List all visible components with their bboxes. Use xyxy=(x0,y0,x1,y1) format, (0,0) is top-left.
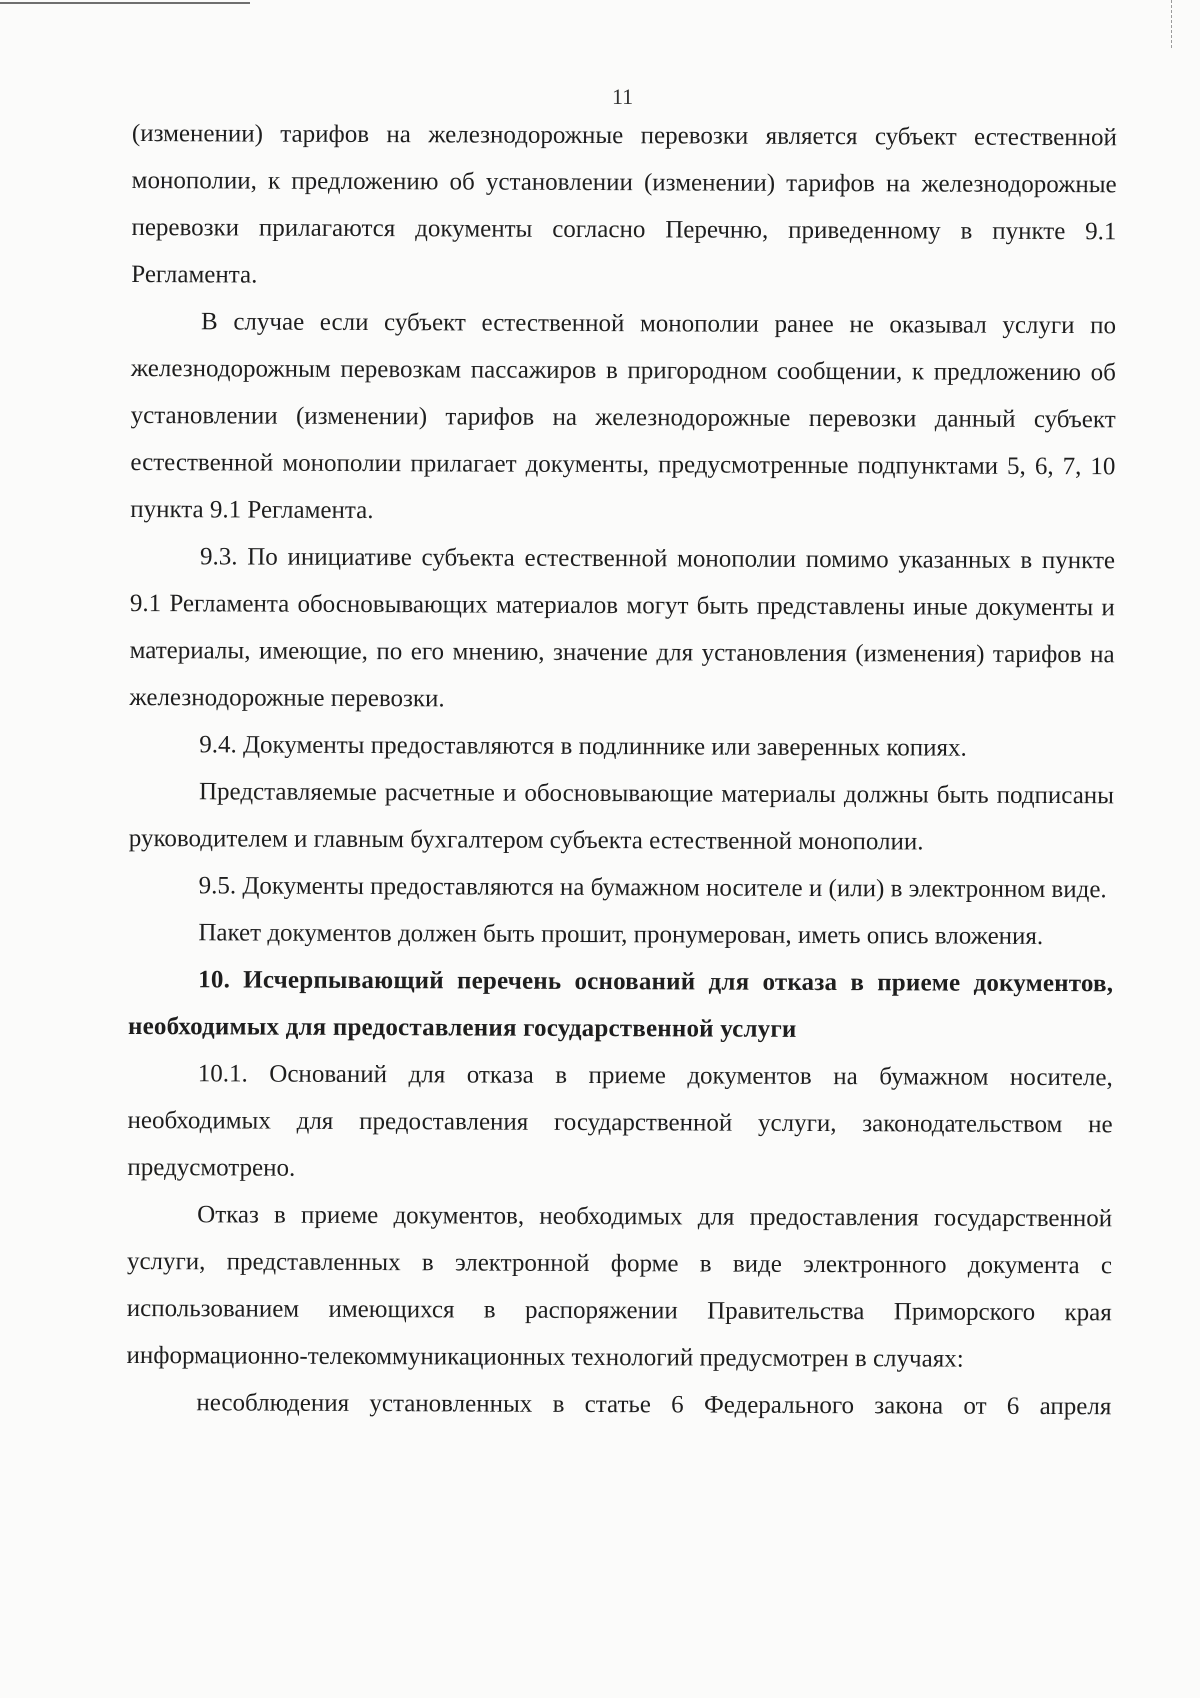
paragraph-9-3: 9.3. По инициативе субъекта естественной монополии помимо указанных в пункте 9.1 Регламента обосновывающих материалов могут быть представлены иные документы и материалы, имеющие, по его мнению, значение для установления (изменения) тарифов на железнодорожные перевозки. xyxy=(129,543,1116,713)
paragraph-9-4: 9.4. Документы предоставляются в подлиннике или заверенных копиях. xyxy=(199,731,967,762)
page-number: 11 xyxy=(612,84,634,109)
document-body xyxy=(126,110,1117,1430)
scan-edge-mark xyxy=(1171,0,1174,48)
paragraph-materials-signed: Представляемые расчетные и обосновывающие материалы должны быть подписаны руководителем и главным бухгалтером субъекта естественной монополии. xyxy=(128,778,1115,856)
paragraph-continuation: (изменении) тарифов на железнодорожные перевозки является субъект естественной монополии, к предложению об установлении (изменении) тарифов на железнодорожные перевозки прилагаются документы согласно Перечню, приведенному в пункте 9.1 Регламента. xyxy=(131,119,1117,289)
section-heading-10: 10. Исчерпывающий перечень оснований для отказа в приеме документов, необходимых для предоставления государственной услуги xyxy=(127,966,1114,1043)
paragraph-noncompliance: несоблюдения установленных в статье 6 Федерального закона от 6 апреля xyxy=(196,1389,1112,1421)
paragraph-10-1: 10.1. Оснований для отказа в приеме документов на бумажном носителе, необходимых для предоставления государственной услуги, законодательством не предусмотрено. xyxy=(127,1060,1113,1182)
paragraph-new-subject: В случае если субъект естественной монополии ранее не оказывал услуги по железнодорожным перевозкам пассажиров в пригородном сообщении, к предложению об установлении (изменении) тарифов на железнодорожные перевозки данный субъект естественной монополии прилагает документы, предусмотренные подпунктами 5, 6, 7, 10 пункта 9.1 Регламента. xyxy=(130,308,1117,525)
paragraph-refusal-electronic: Отказ в приеме документов, необходимых для предоставления государственной услуги, представленных в электронной форме в виде электронного документа с использованием имеющихся в распоряжении Правительства Приморского края информационно-телекоммуникационных технологий предусмотрен в случаях: xyxy=(126,1201,1113,1373)
paragraph-9-5: 9.5. Документы предоставляются на бумажном носителе и (или) в электронном виде. xyxy=(198,872,1107,904)
paragraph-document-package: Пакет документов должен быть прошит, пронумерован, иметь опись вложения. xyxy=(198,919,1044,950)
scan-corner-mark xyxy=(0,2,250,4)
